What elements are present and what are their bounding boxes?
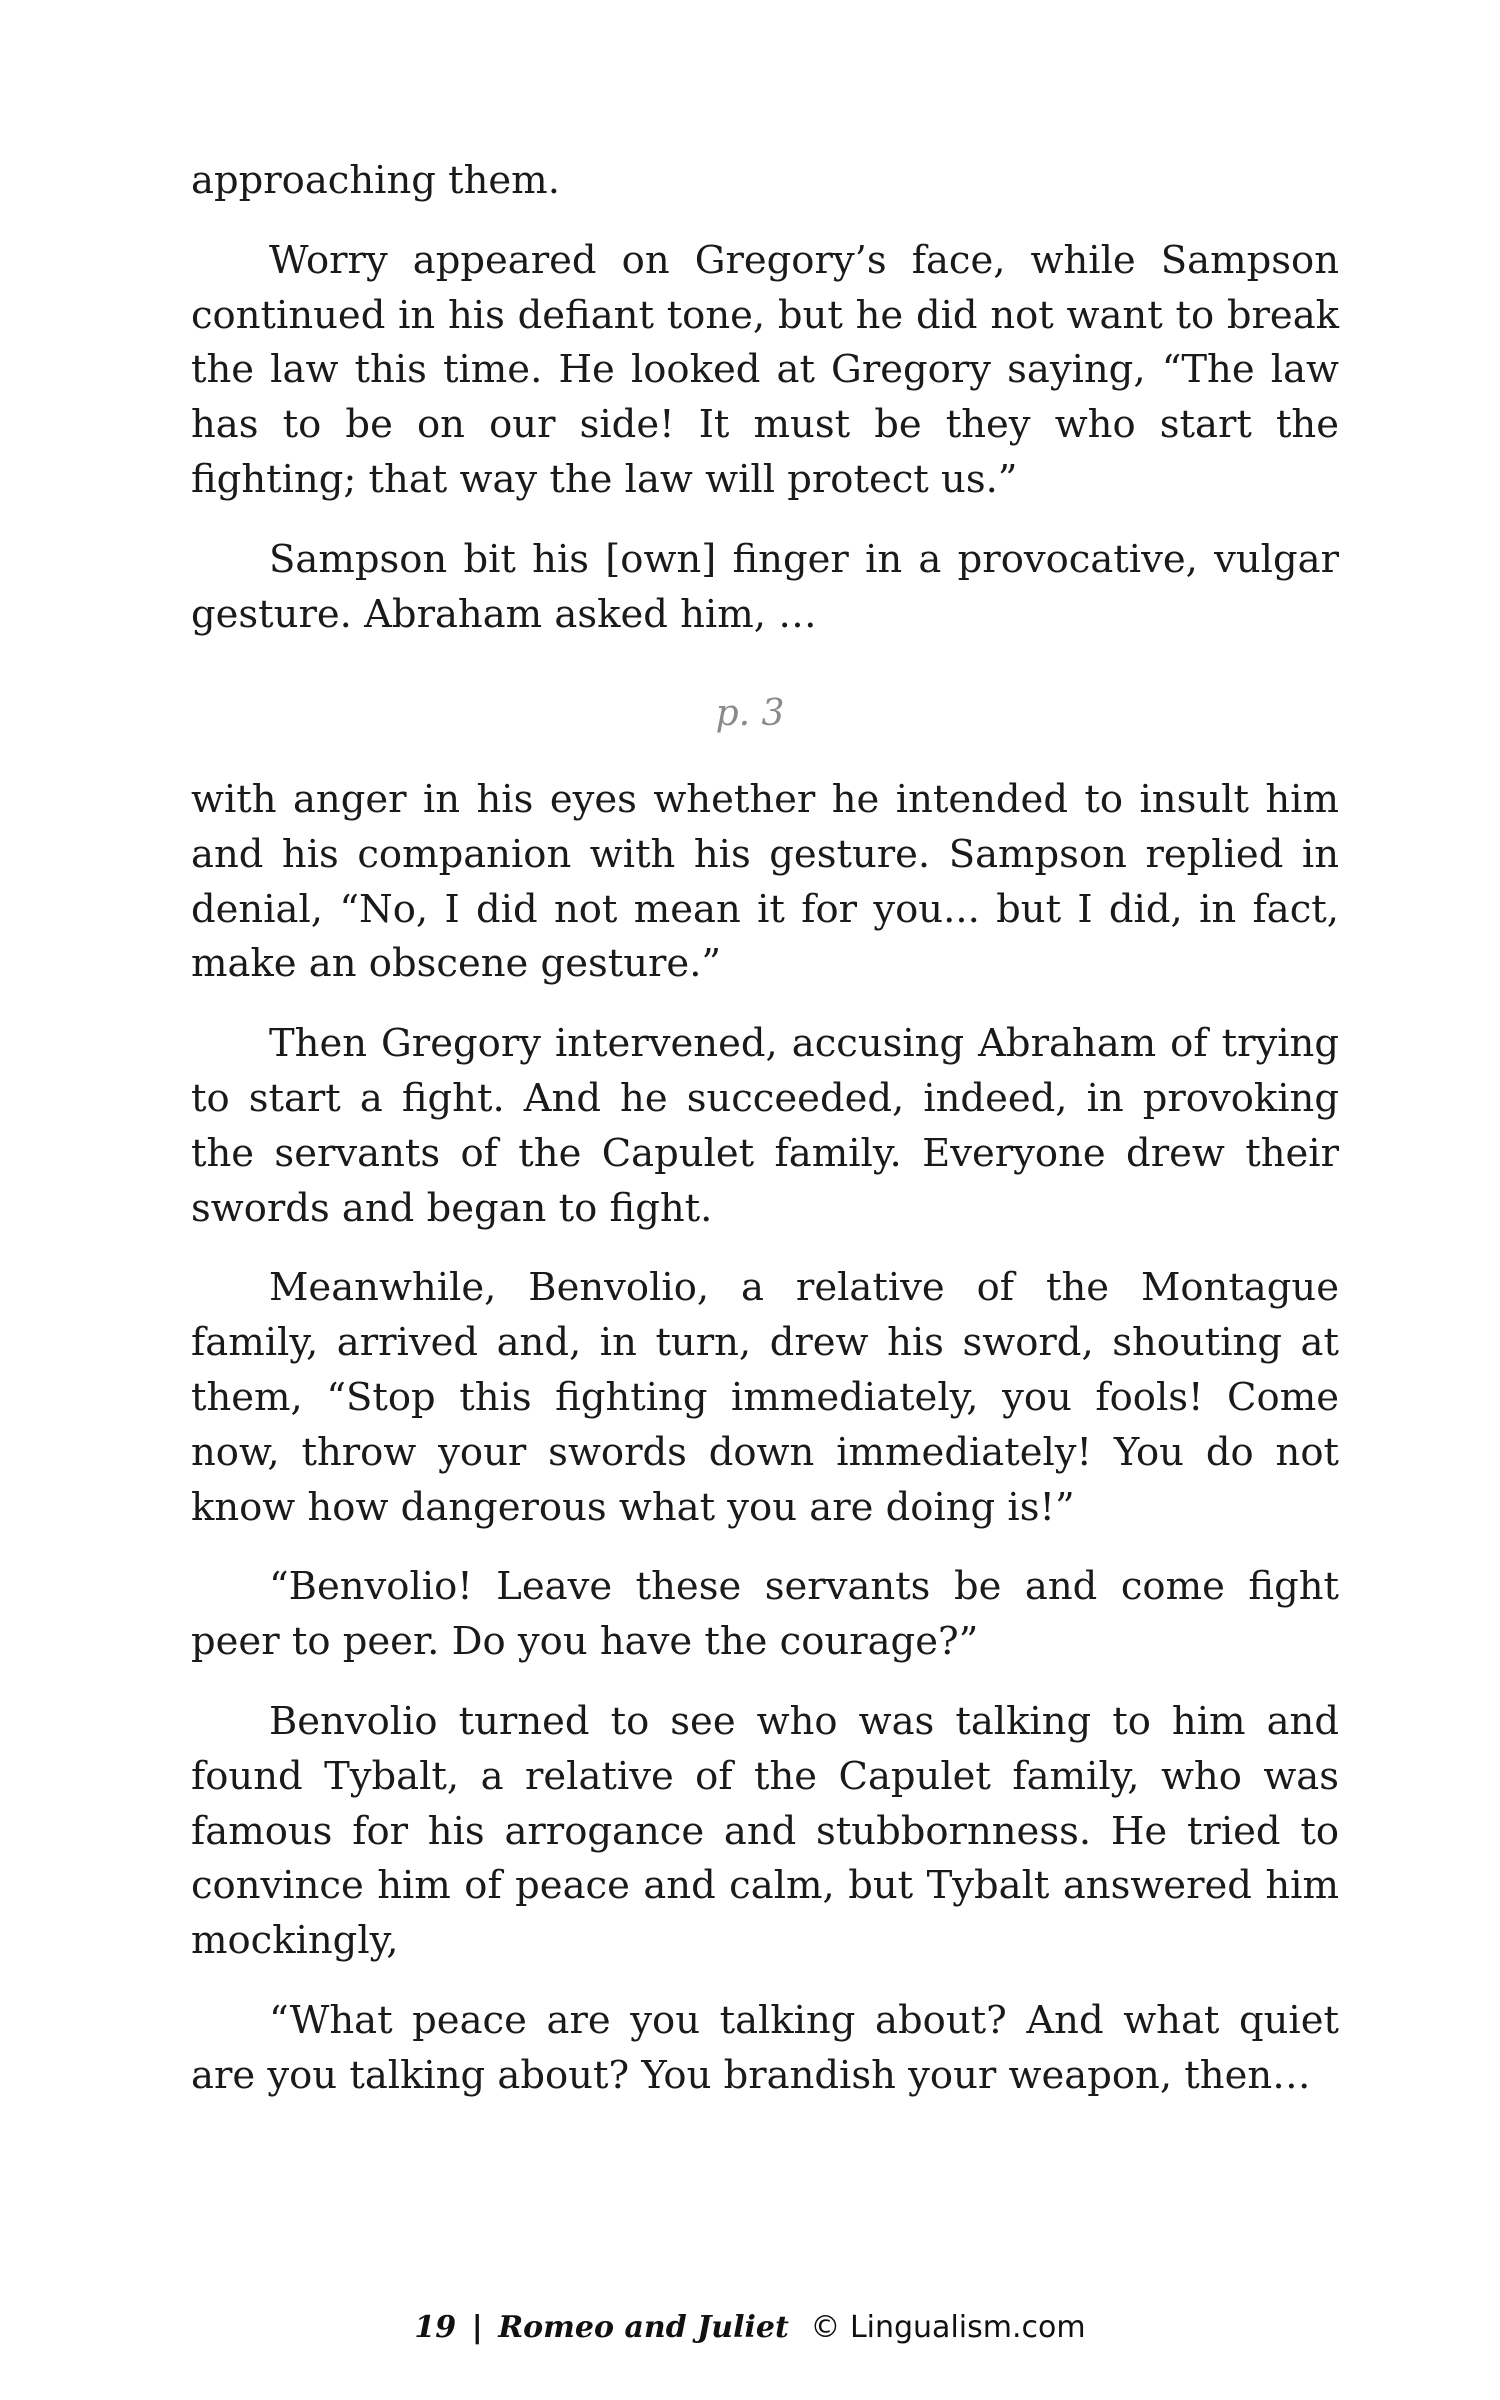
page-number: 19 [414, 2310, 457, 2345]
paragraph: Benvolio turned to see who was talking to him and found Tybalt, a relative of the Capulet family, who was famous for his arrogance and stubbornness. He tried to convince him of peace and calm, but Tybalt answered him mockingly, [191, 1698, 1339, 1964]
paragraph: Sampson bit his [own] finger in a provocative, vulgar gesture. Abraham asked him, … [191, 536, 1339, 637]
footer-separator: | [471, 2310, 483, 2345]
paragraph: Worry appeared on Gregory’s face, while Sampson continued in his defiant tone, but he did not want to break the law this time. He looked at Gregory saying, “The law has to be on our side! It must be they who start the fighting; that way the law will protect us.” [191, 237, 1339, 502]
text-block-bottom [191, 773, 1339, 2104]
paragraph: with anger in his eyes whether he intended to insult him and his companion with his gesture. Sampson replied in denial, “No, I did not mean it for you... but I did, in fact, make an obscene gesture.” [191, 777, 1339, 987]
page-footer [0, 2310, 1500, 2345]
paragraph: approaching them. [191, 158, 560, 203]
paragraph: Meanwhile, Benvolio, a relative of the Montague family, arrived and, in turn, drew his sword, shouting at them, “Stop this fighting immediately, you fools! Come now, throw your swords down immediately! You do not know how dangerous what you are doing is!” [191, 1265, 1339, 1530]
book-title: Romeo and Juliet [498, 2310, 789, 2345]
text-block-top [191, 154, 1339, 642]
paragraph: “Benvolio! Leave these servants be and come fight peer to peer. Do you have the courage?” [191, 1564, 1339, 1665]
copyright-notice: © Lingualism.com [810, 2310, 1086, 2345]
original-page-marker: p. 3 [715, 693, 785, 734]
paragraph: Then Gregory intervened, accusing Abraham of trying to start a fight. And he succeeded, indeed, in provoking the servants of the Capulet family. Everyone drew their swords and began to fight. [191, 1021, 1339, 1231]
paragraph: “What peace are you talking about? And what quiet are you talking about? You brandish your weapon, then… [191, 1997, 1339, 2098]
